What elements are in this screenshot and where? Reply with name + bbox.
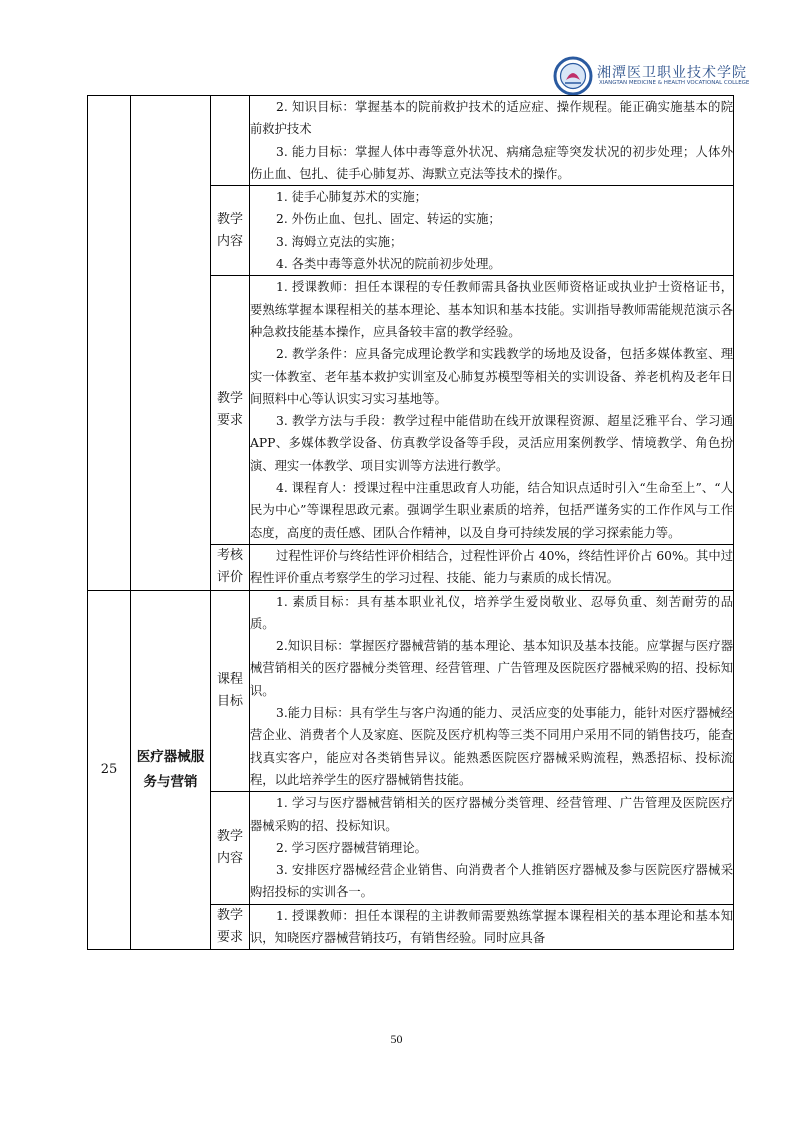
page-number: 50 xyxy=(390,1032,403,1046)
content-paragraph: 1. 授课教师：担任本课程的主讲教师需要熟练掌握本课程相关的基本理论和基本知识，知晓医疗器械营销技巧，有销售经验。同时应具备 xyxy=(250,908,733,945)
college-emblem-icon xyxy=(553,56,593,96)
section-category: 课程目标 xyxy=(211,590,250,792)
section-category: 教学要求 xyxy=(211,904,250,950)
table-row xyxy=(88,590,734,792)
section-content xyxy=(250,96,734,186)
course-name-cell xyxy=(131,96,211,591)
content-paragraph: 2. 知识目标：掌握基本的院前救护技术的适应症、操作规程。能正确实施基本的院前救护技术 xyxy=(250,100,733,137)
section-category: 教学要求 xyxy=(211,276,250,545)
course-table xyxy=(87,95,734,950)
content-paragraph: 4. 各类中毒等意外状况的院前初步处理。 xyxy=(276,257,501,272)
content-paragraph: 3. 能力目标：掌握人体中毒等意外状况、病痛急症等突发状况的初步处理；人体外伤止血、包扎、徒手心肺复苏、海默立克法等技术的操作。 xyxy=(250,144,733,181)
content-paragraph: 2. 教学条件：应具备完成理论教学和实践教学的场地及设备，包括多媒体教室、理实一体教室、老年基本救护实训室及心肺复苏模型等相关的实训设备、养老机构及老年日间照料中心等认识实习实习基地等。 xyxy=(250,347,733,406)
section-category: 考核评价 xyxy=(211,544,250,590)
college-name-cn: 湘潭医卫职业技术学院 xyxy=(597,65,747,81)
college-logo xyxy=(553,56,750,96)
content-paragraph: 4. 课程育人：授课过程中注重思政育人功能，结合知识点适时引入“生命至上”、“人民为中心”等课程思政元素。强调学生职业素质的培养，包括严谨务实的工作作风与工作态度，高度的责任感、团队合作精神，以及自身可持续发展的学习探索能力等。 xyxy=(250,481,733,540)
course-number-cell: 25 xyxy=(88,590,131,950)
content-paragraph: 2. 学习医疗器械营销理论。 xyxy=(276,840,427,855)
section-content xyxy=(250,590,734,792)
section-category: 教学内容 xyxy=(211,792,250,904)
content-paragraph: 过程性评价与终结性评价相结合，过程性评价占 40%，终结性评价占 60%。其中过程性评价重点考察学生的学习过程、技能、能力与素质的成长情况。 xyxy=(250,548,733,586)
section-category: 教学内容 xyxy=(211,186,250,276)
content-paragraph: 2. 外伤止血、包扎、固定、转运的实施； xyxy=(276,212,501,227)
section-content xyxy=(250,186,734,276)
section-content xyxy=(250,904,734,950)
college-name-en: XIANGTAN MEDICINE & HEALTH VOCATIONAL COLLEGE xyxy=(599,80,750,86)
content-paragraph: 3. 教学方法与手段：教学过程中能借助在线开放课程资源、超星泛雅平台、学习通 APP、多媒体教学设备、仿真教学设备等手段，灵活应用案例教学、情境教学、角色扮演、理实一体教学、项目实训等方法进行教学。 xyxy=(250,414,733,473)
section-content xyxy=(250,792,734,904)
section-category xyxy=(211,96,250,186)
content-paragraph: 1. 徒手心肺复苏术的实施； xyxy=(276,190,427,205)
content-paragraph: 3.能力目标：具有学生与客户沟通的能力、灵活应变的处事能力，能针对医疗器械经营企业、消费者个人及家庭、医院及医疗机构等三类不同用户采用不同的销售技巧，能查找真实客户，能应对各类销售异议。能熟悉医院医疗器械采购流程，熟悉招标、投标流程，以此培养学生的医疗器械销售技能。 xyxy=(250,706,733,787)
content-paragraph: 1. 学习与医疗器械营销相关的医疗器械分类管理、经营管理、广告管理及医院医疗器械采购的招、投标知识。 xyxy=(250,796,733,833)
content-paragraph: 2.知识目标：掌握医疗器械营销的基本理论、基本知识及基本技能。应掌握与医疗器械营销相关的医疗器械分类管理、经营管理、广告管理及医院医疗器械采购的招、投标知识。 xyxy=(250,639,733,698)
course-number-cell xyxy=(88,96,131,591)
content-paragraph: 1. 素质目标：具有基本职业礼仪，培养学生爱岗敬业、忍辱负重、刻苦耐劳的品质。 xyxy=(250,594,733,631)
section-content xyxy=(250,276,734,545)
table-row xyxy=(88,96,734,186)
course-name-cell: 医疗器械服务与营销 xyxy=(131,590,211,950)
content-paragraph: 3. 安排医疗器械经营企业销售、向消费者个人推销医疗器械及参与医院医疗器械采购招投标的实训各一。 xyxy=(250,863,733,900)
content-paragraph: 3. 海姆立克法的实施； xyxy=(276,234,403,249)
section-content xyxy=(250,544,734,590)
content-paragraph: 1. 授课教师：担任本课程的专任教师需具备执业医师资格证或执业护士资格证书，要熟练掌握本课程相关的基本理论、基本知识和基本技能。实训指导教师需能规范演示各种急救技能基本操作，应具备较丰富的教学经验。 xyxy=(250,280,733,339)
